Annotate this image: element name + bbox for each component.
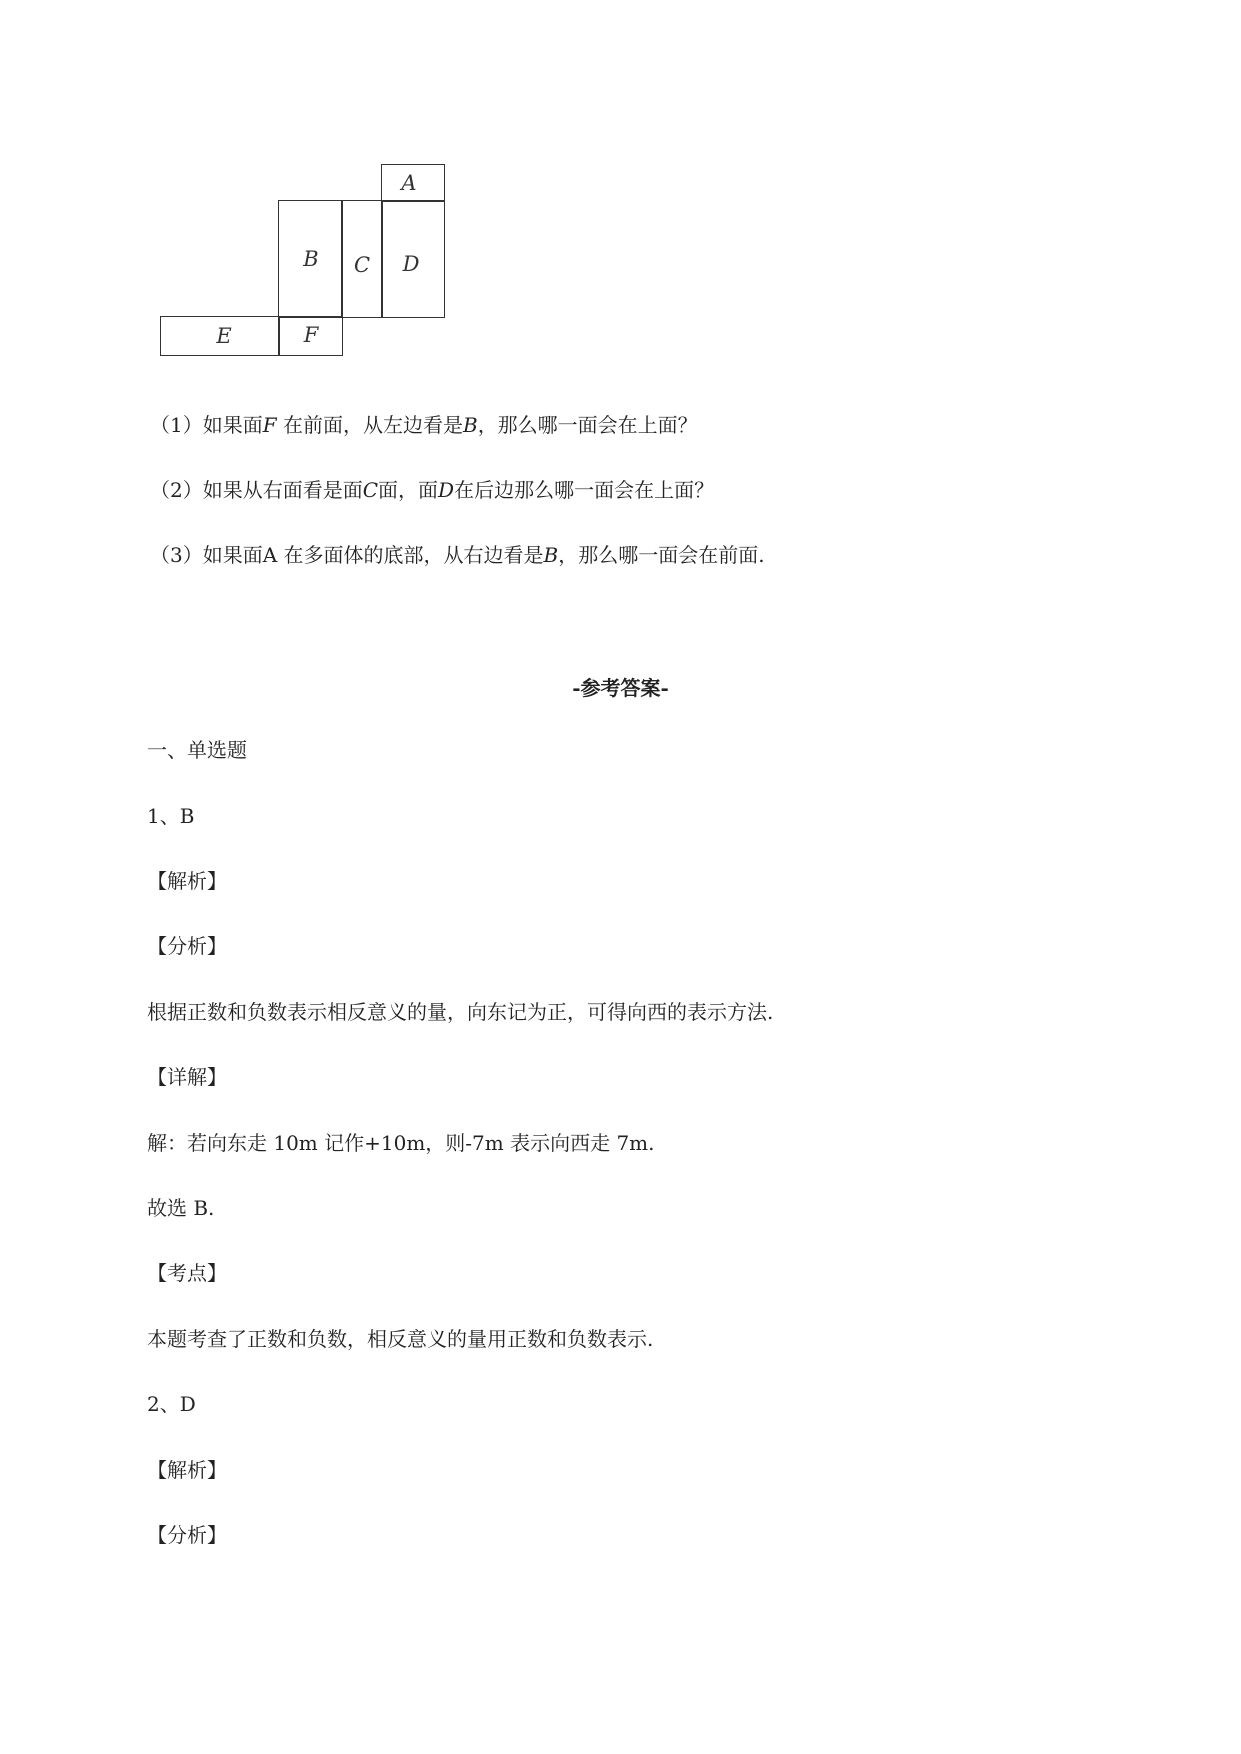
kaodian-heading-1: 【考点】 bbox=[147, 1261, 227, 1285]
section-heading: 一、单选题 bbox=[147, 738, 247, 762]
answer-1: 1、B bbox=[147, 804, 195, 828]
face-a-label: A bbox=[401, 171, 417, 195]
face-f-label: F bbox=[303, 323, 319, 347]
xiangjie-heading-1: 【详解】 bbox=[147, 1065, 227, 1089]
choice-text-1: 故选 B. bbox=[147, 1196, 215, 1220]
fenxi-heading-2: 【分析】 bbox=[147, 1523, 227, 1547]
xiangjie-text-1: 解：若向东走 10m 记作+10m，则-7m 表示向西走 7m. bbox=[147, 1131, 655, 1155]
answers-title: -参考答案- bbox=[572, 676, 669, 700]
face-c-label: C bbox=[353, 253, 371, 277]
kaodian-text-1: 本题考查了正数和负数，相反意义的量用正数和负数表示. bbox=[147, 1327, 654, 1351]
question-3: （3）如果面A 在多面体的底部，从右边看是B，那么哪一面会在前面. bbox=[150, 543, 765, 567]
question-1: （1）如果面F 在前面，从左边看是B，那么哪一面会在上面？ bbox=[150, 413, 698, 437]
face-d-label: D bbox=[402, 252, 420, 276]
face-b-label: B bbox=[303, 247, 319, 271]
fenxi-text-1: 根据正数和负数表示相反意义的量，向东记为正，可得向西的表示方法. bbox=[147, 1000, 774, 1024]
analysis-heading-1: 【解析】 bbox=[147, 869, 227, 893]
face-e-label: E bbox=[216, 324, 232, 348]
question-2: （2）如果从右面看是面C面，面D在后边那么哪一面会在上面？ bbox=[150, 478, 715, 502]
analysis-heading-2: 【解析】 bbox=[147, 1458, 227, 1482]
fenxi-heading-1: 【分析】 bbox=[147, 934, 227, 958]
answer-2: 2、D bbox=[147, 1392, 196, 1416]
